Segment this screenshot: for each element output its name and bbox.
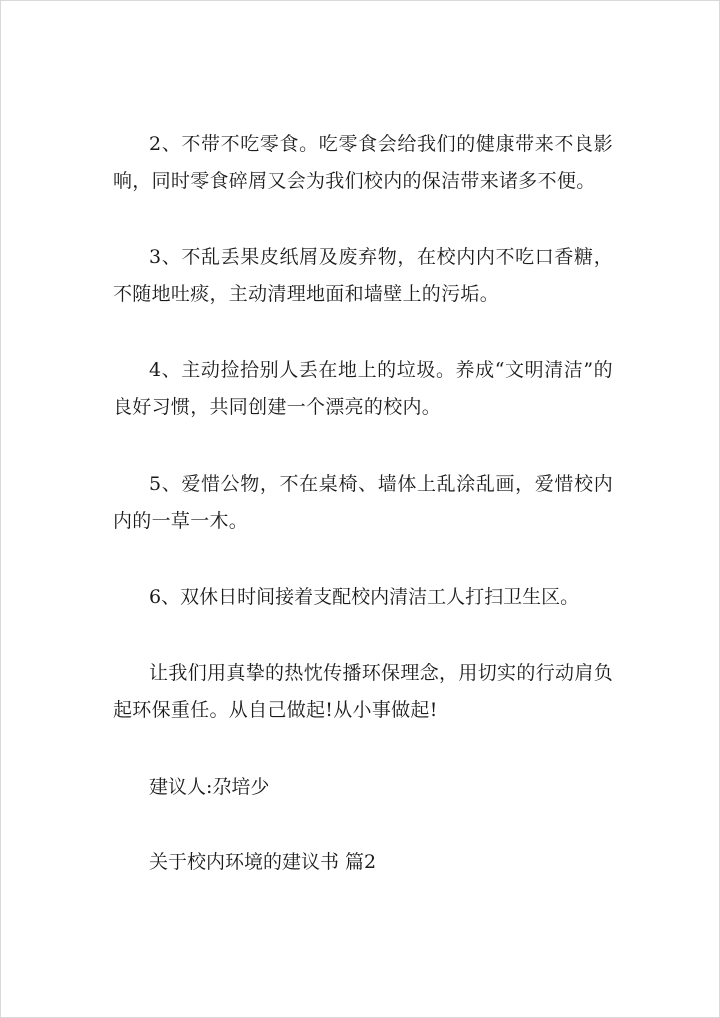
paragraph-item-6: 6、双休日时间接着支配校内清洁工人打扫卫生区。 [149,586,580,608]
next-section-heading: 关于校内环境的建议书 篇2 [149,851,377,873]
paragraph-item-5: 5、爱惜公物，不在桌椅、墙体上乱涂乱画，爱惜校内内的一草一木。 [113,473,613,532]
paragraph-item-4: 4、主动捡拾别人丢在地上的垃圾。养成“文明清洁”的良好习惯，共同创建一个漂亮的校内。 [113,359,613,418]
closing-paragraph: 让我们用真挚的热忱传播环保理念，用切实的行动肩负起环保重任。从自己做起!从小事做起! [113,662,613,721]
proposer-signature: 建议人:尕培少 [149,776,270,798]
paragraph-item-3: 3、不乱丢果皮纸屑及废弃物，在校内内不吃口香糖，不随地吐痰，主动清理地面和墙壁上的污垢。 [113,246,613,305]
paragraph-item-2: 2、不带不吃零食。吃零食会给我们的健康带来不良影响，同时零食碎屑又会为我们校内的保洁带来诸多不便。 [113,133,613,192]
